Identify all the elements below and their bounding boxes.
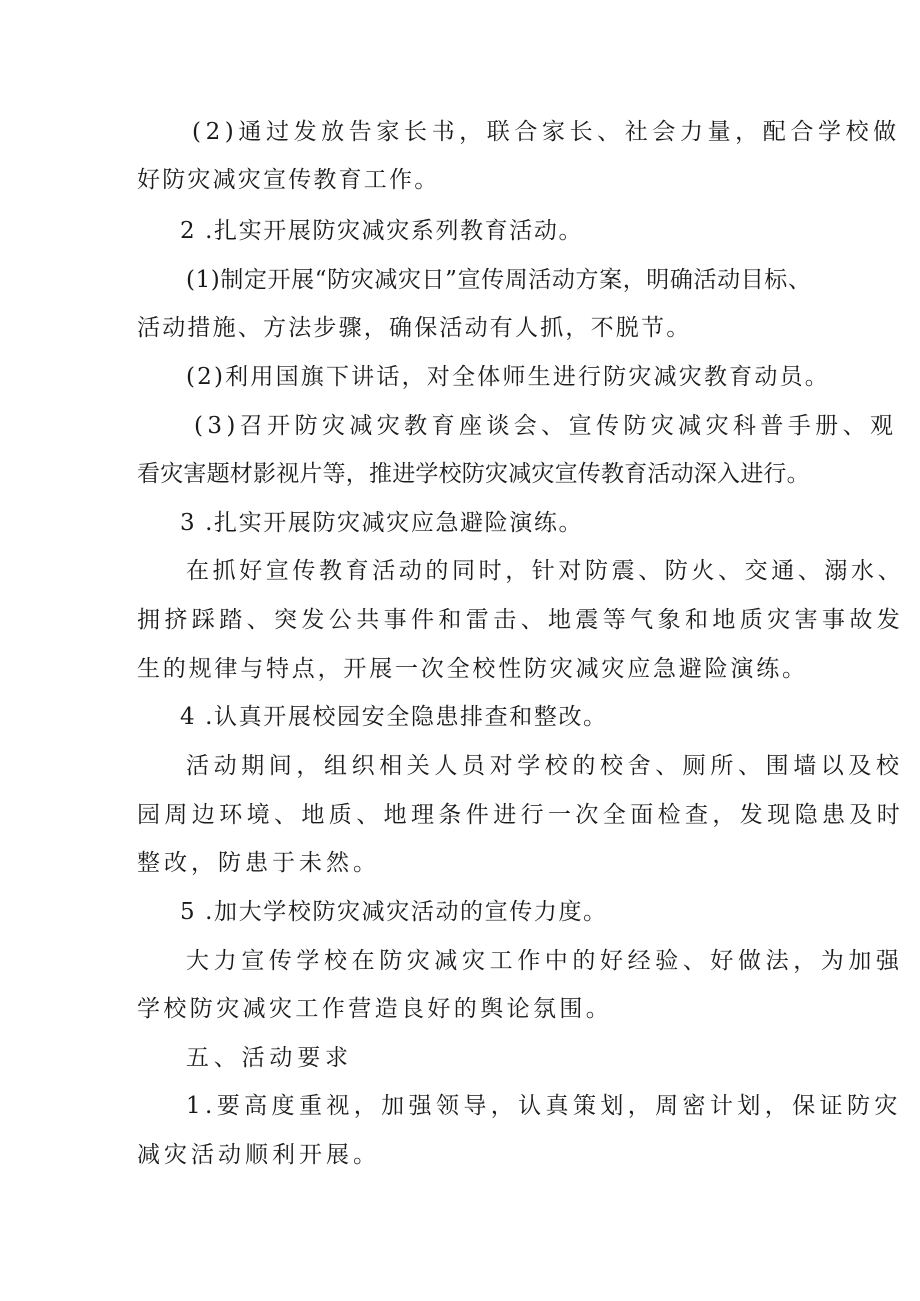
section-heading: 五、活动要求: [186, 1045, 353, 1071]
section-heading: 2 .扎实开展防灾减灾系列教育活动。: [180, 218, 584, 244]
section-heading: 4 .认真开展校园安全隐患排查和整改。: [180, 704, 608, 730]
paragraph-line: 看灾害题材影视片等，推进学校防灾减灾宣传教育活动深入进行。: [137, 461, 810, 487]
paragraph-line: 学校防灾减灾工作营造良好的舆论氛围。: [137, 996, 613, 1022]
section-heading: 5 .加大学校防灾减灾活动的宣传力度。: [180, 899, 608, 925]
section-heading: 3 .扎实开展防灾减灾应急避险演练。: [180, 510, 584, 536]
paragraph-line: (1)制定开展“防灾减灾日”宣传周活动方案，明确活动目标、: [186, 267, 812, 293]
paragraph-line: 好防灾减灾宣传教育工作。: [137, 167, 440, 193]
paragraph-line: 大力宣传学校在防灾减灾工作中的好经验、好做法，为加强: [186, 948, 904, 974]
paragraph-line: 拥挤踩踏、突发公共事件和雷击、地震等气象和地质灾害事故发: [137, 607, 905, 633]
paragraph-line: 减灾活动顺利开展。: [137, 1142, 380, 1168]
paragraph-line: (2)通过发放告家长书，联合家长、社会力量，配合学校做: [192, 119, 901, 145]
paragraph-line: 园周边环境、地质、地理条件进行一次全面检查，发现隐患及时: [137, 802, 905, 828]
paragraph-line: 活动期间，组织相关人员对学校的校舍、厕所、围墙以及校: [186, 753, 904, 779]
paragraph-line: 在抓好宣传教育活动的同时，针对防震、防火、交通、溺水、: [186, 558, 905, 584]
paragraph-line: 生的规律与特点，开展一次全校性防灾减灾应急避险演练。: [137, 656, 808, 682]
paragraph-line: (2)利用国旗下讲话，对全体师生进行防灾减灾教育动员。: [186, 364, 830, 390]
paragraph-line: (3)召开防灾减灾教育座谈会、宣传防灾减灾科普手册、观: [194, 413, 898, 439]
paragraph-line: 1.要高度重视，加强领导，认真策划，周密计划，保证防灾: [186, 1093, 902, 1119]
paragraph-line: 整改，防患于未然。: [137, 850, 380, 876]
paragraph-line: 活动措施、方法步骤，确保活动有人抓，不脱节。: [137, 315, 692, 341]
